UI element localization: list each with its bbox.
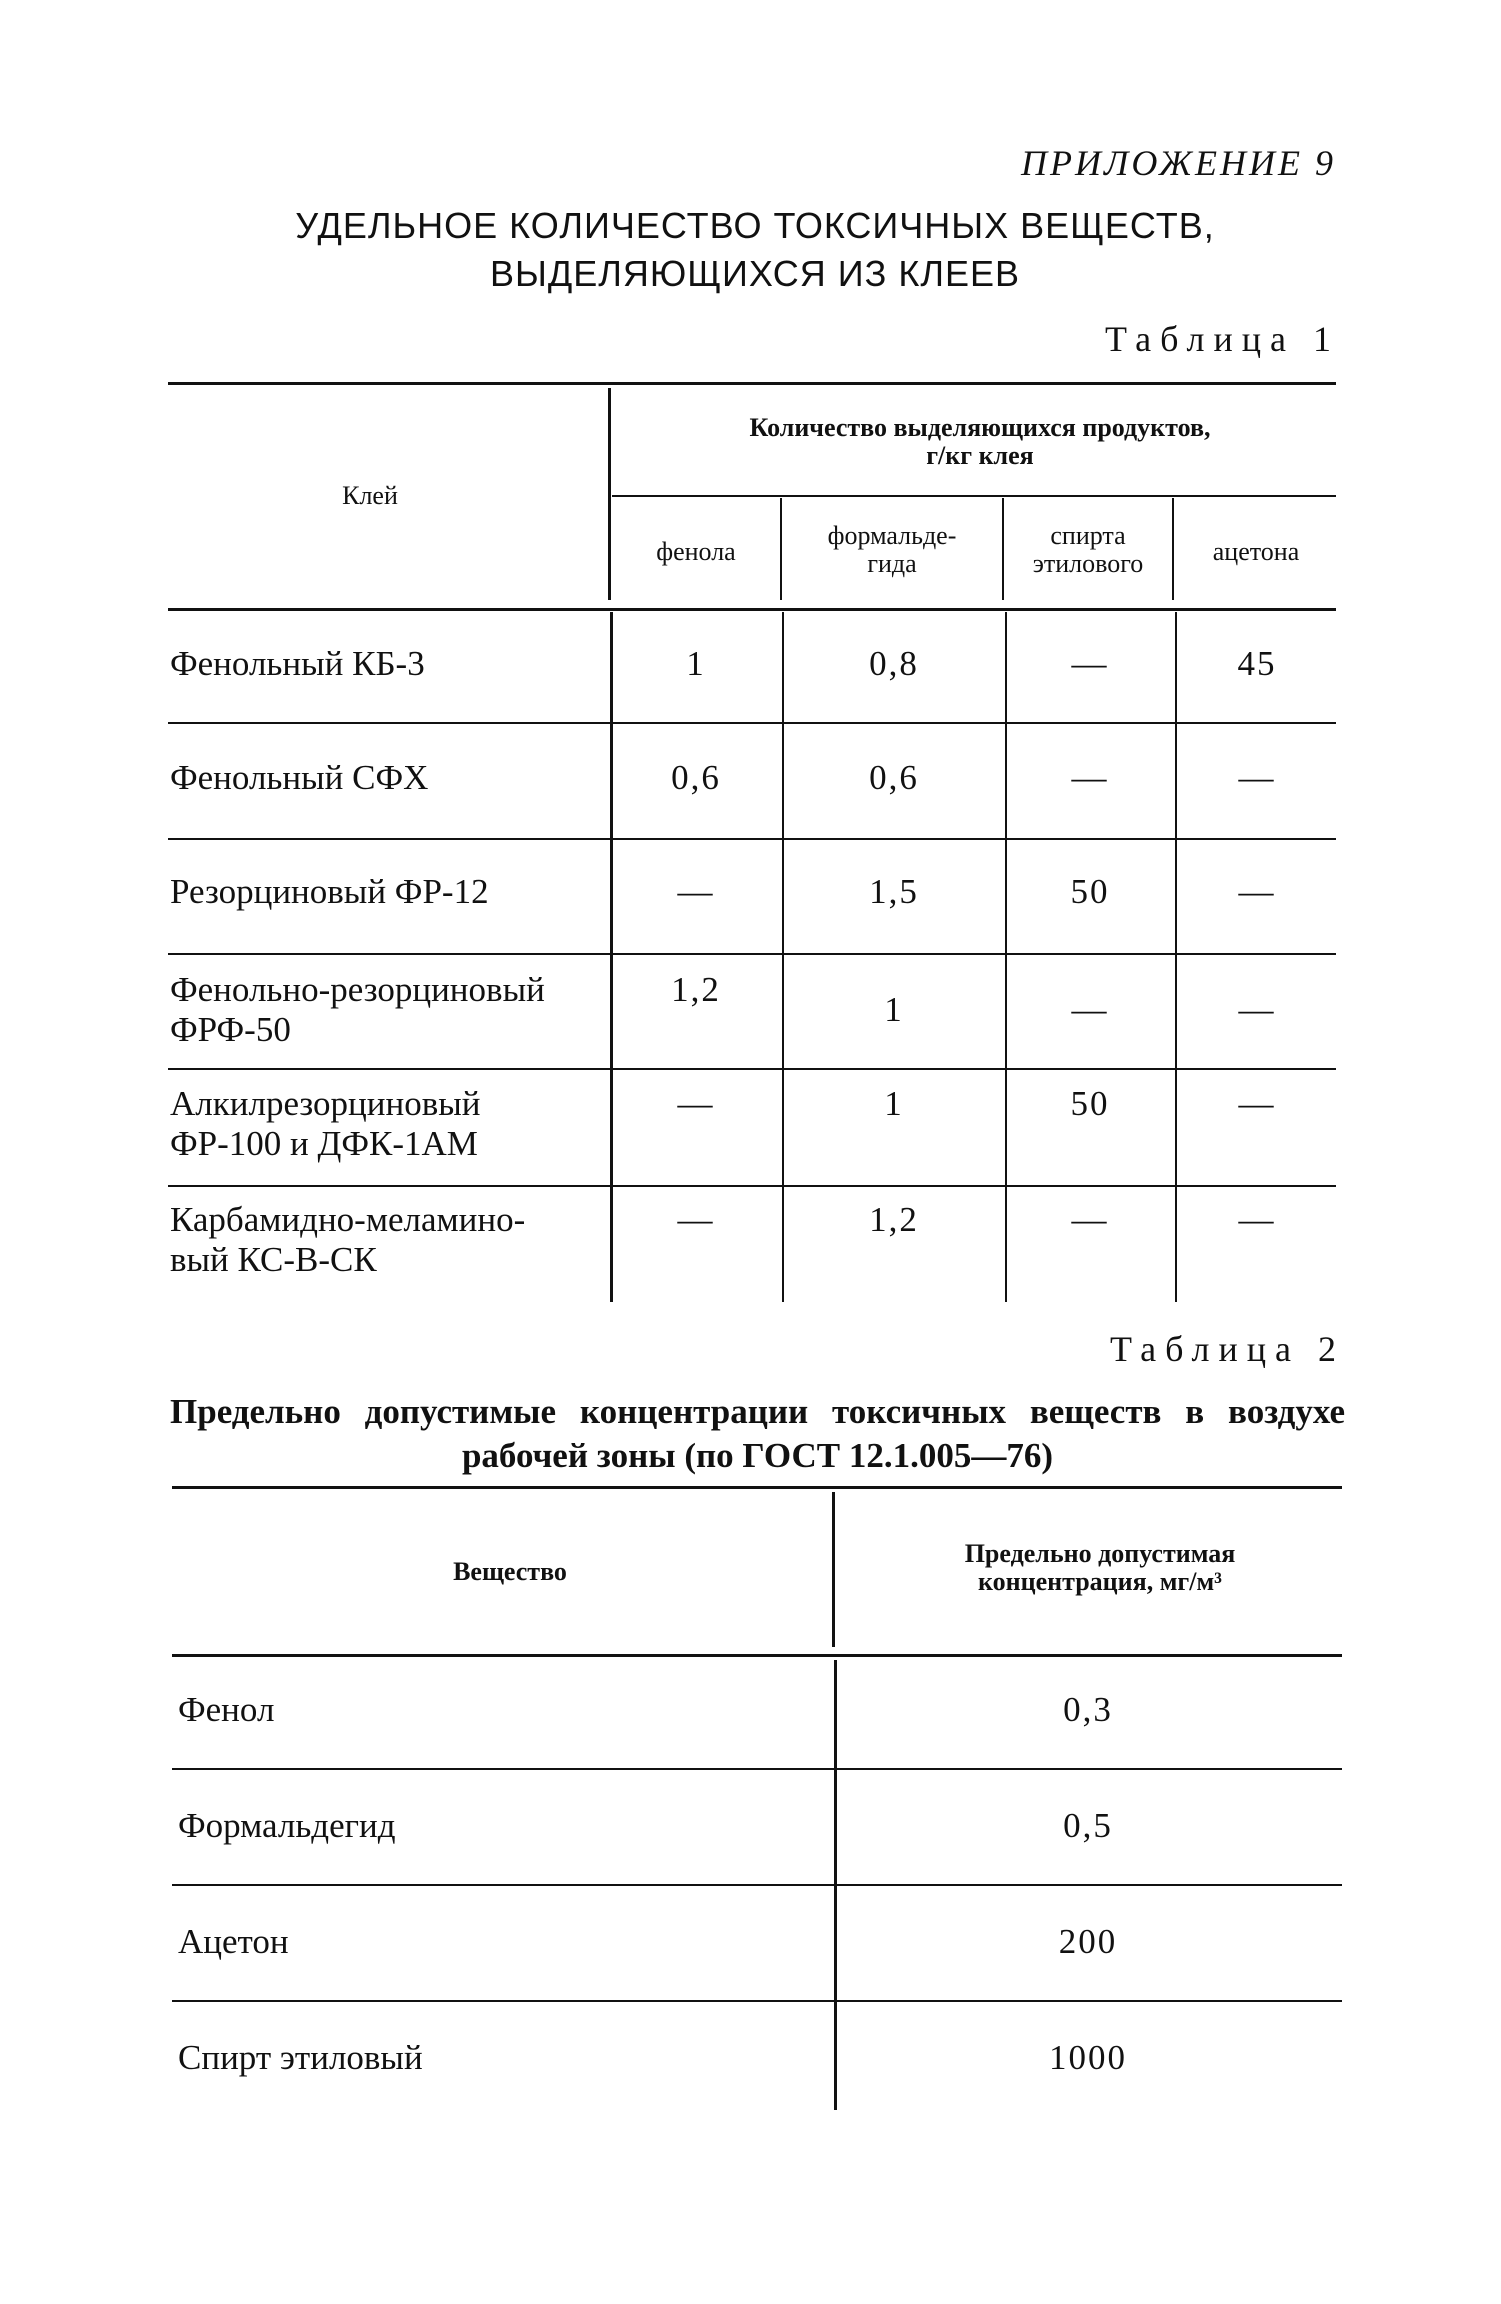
table1-col-rule: [1005, 612, 1007, 1302]
table1-row-6-formaldehyde: 1,2: [869, 1200, 919, 1239]
table1-row-3-phenol: —: [677, 872, 715, 911]
table1-col-rule: [1175, 612, 1177, 1302]
table2-header-limit-2: концентрация, мг/м³: [978, 1567, 1222, 1596]
table2-row-4-substance: Спирт этиловый: [178, 2038, 423, 2077]
table1-header-formaldehyde-2: гида: [867, 549, 917, 578]
table1-row-5-phenol: —: [677, 1084, 715, 1123]
table1-row-4-ethanol: —: [1071, 990, 1109, 1029]
page-title-line-1: УДЕЛЬНОЕ КОЛИЧЕСТВО ТОКСИЧНЫХ ВЕЩЕСТВ,: [295, 205, 1215, 246]
table1-col-rule: [608, 388, 611, 600]
table1-col-rule: [782, 612, 784, 1302]
table1-row-1-name: [170, 644, 600, 684]
table1-header-formaldehyde: [784, 522, 1000, 578]
table1-row-5-name-line-2: ФР-100 и ДФК-1АМ: [170, 1124, 478, 1163]
table1-row-2-ethanol: —: [1071, 758, 1109, 797]
table1-row-2-acetone: —: [1238, 758, 1276, 797]
table1-row-2-phenol: 0,6: [671, 758, 721, 797]
table1-header-ethanol: [1004, 522, 1172, 578]
table1-col-rule: [1172, 498, 1174, 600]
table1-row-1-ethanol: —: [1071, 644, 1109, 683]
table2-caption: Таблица 2: [1110, 1329, 1345, 1369]
table1-row-4-name-line-1: Фенольно-резорциновый: [170, 970, 545, 1009]
page-title-line-2: ВЫДЕЛЯЮЩИХСЯ ИЗ КЛЕЕВ: [490, 253, 1020, 294]
table2-row-rule: [172, 2000, 1342, 2002]
table2-title-line-2: рабочей зоны (по ГОСТ 12.1.005—76): [461, 1436, 1054, 1475]
table1-header-phenol: фенола: [656, 537, 736, 566]
table1-row-3-name-line-1: Резорциновый ФР-12: [170, 872, 489, 911]
table1-row-2-name: [170, 758, 600, 798]
table2-col-rule: [834, 1660, 837, 2110]
table1-header-group-label: Количество выделяющихся продуктов,: [749, 413, 1211, 442]
table1-top-rule: [168, 382, 1336, 385]
table2-row-rule: [172, 1884, 1342, 1886]
table2-row-2-value: 0,5: [1063, 1806, 1113, 1845]
table2-row-2-substance: Формальдегид: [178, 1806, 396, 1845]
table1-col-rule: [780, 498, 782, 600]
table1-row-5-ethanol: 50: [1070, 1084, 1110, 1123]
table1-header-group-unit: г/кг клея: [926, 441, 1034, 470]
table1-header-ethanol-2: этилового: [1032, 549, 1144, 578]
table1-row-4-formaldehyde: 1: [884, 990, 904, 1029]
table1-row-6-phenol: —: [677, 1200, 715, 1239]
table1-row-rule: [168, 953, 1336, 955]
table2-row-1-value: 0,3: [1063, 1690, 1113, 1729]
table1-header-formaldehyde-1: формальде-: [827, 521, 957, 550]
table1-row-rule: [168, 722, 1336, 724]
table1-row-6-acetone: —: [1238, 1200, 1276, 1239]
table1-row-3-acetone: —: [1238, 872, 1276, 911]
table2-header-substance: Вещество: [453, 1557, 567, 1586]
table1-row-5-acetone: —: [1238, 1084, 1276, 1123]
table1-row-5-name: [170, 1084, 605, 1164]
table2-row-rule: [172, 1768, 1342, 1770]
table1-row-6-ethanol: —: [1071, 1200, 1109, 1239]
table1-row-1-acetone: 45: [1237, 644, 1277, 683]
table1-row-4-phenol: 1,2: [671, 970, 721, 1009]
table1-caption: Таблица 1: [1105, 319, 1340, 359]
table1-row-6-name: [170, 1200, 605, 1280]
table1-row-5-formaldehyde: 1: [884, 1084, 904, 1123]
table1-group-rule: [612, 495, 1336, 497]
table1-row-3-name: [170, 872, 600, 912]
table2-header-rule: [172, 1654, 1342, 1657]
table1-header-ethanol-1: спирта: [1050, 521, 1126, 550]
table1-row-4-name-line-2: ФРФ-50: [170, 1010, 291, 1049]
table1-row-5-name-line-1: Алкилрезорциновый: [170, 1084, 481, 1123]
table1-header-glue: Клей: [342, 481, 398, 510]
table2-row-3-value: 200: [1058, 1922, 1118, 1961]
table1-row-6-name-line-2: вый КС-В-СК: [170, 1240, 377, 1279]
table1-row-1-name-line-1: Фенольный КБ-3: [170, 644, 425, 683]
table1-row-rule: [168, 1068, 1336, 1070]
table1-row-6-name-line-1: Карбамидно-меламино-: [170, 1200, 526, 1239]
table1-row-1-phenol: 1: [686, 644, 706, 683]
table2-header-limit-1: Предельно допустимая: [964, 1539, 1236, 1568]
table1-row-rule: [168, 1185, 1336, 1187]
table2-row-3-substance: Ацетон: [178, 1922, 289, 1961]
table1-row-4-acetone: —: [1238, 990, 1276, 1029]
table2-header-limit: [880, 1540, 1320, 1596]
table1-header-acetone: ацетона: [1212, 537, 1300, 566]
table2-row-4-value: 1000: [1049, 2038, 1127, 2077]
table2-top-rule: [172, 1486, 1342, 1489]
table1-header-rule: [168, 608, 1336, 611]
table2-title: [170, 1390, 1345, 1478]
table1-row-1-formaldehyde: 0,8: [869, 644, 919, 683]
table1-row-3-ethanol: 50: [1070, 872, 1110, 911]
appendix-label: ПРИЛОЖЕНИЕ 9: [1021, 143, 1336, 183]
page-title: [170, 202, 1340, 298]
table2-row-1-substance: Фенол: [178, 1690, 275, 1729]
table1-col-rule: [610, 612, 613, 1302]
table2-col-rule: [832, 1492, 835, 1647]
table1-row-4-name: [170, 970, 605, 1050]
table1-row-2-name-line-1: Фенольный СФХ: [170, 758, 429, 797]
table2-title-line-1: Предельно допустимые концентрации токсичных веществ в воздухе: [170, 1392, 1345, 1431]
table1-row-rule: [168, 838, 1336, 840]
table1-row-3-formaldehyde: 1,5: [869, 872, 919, 911]
table1-row-2-formaldehyde: 0,6: [869, 758, 919, 797]
table1-header-group: [640, 414, 1320, 470]
